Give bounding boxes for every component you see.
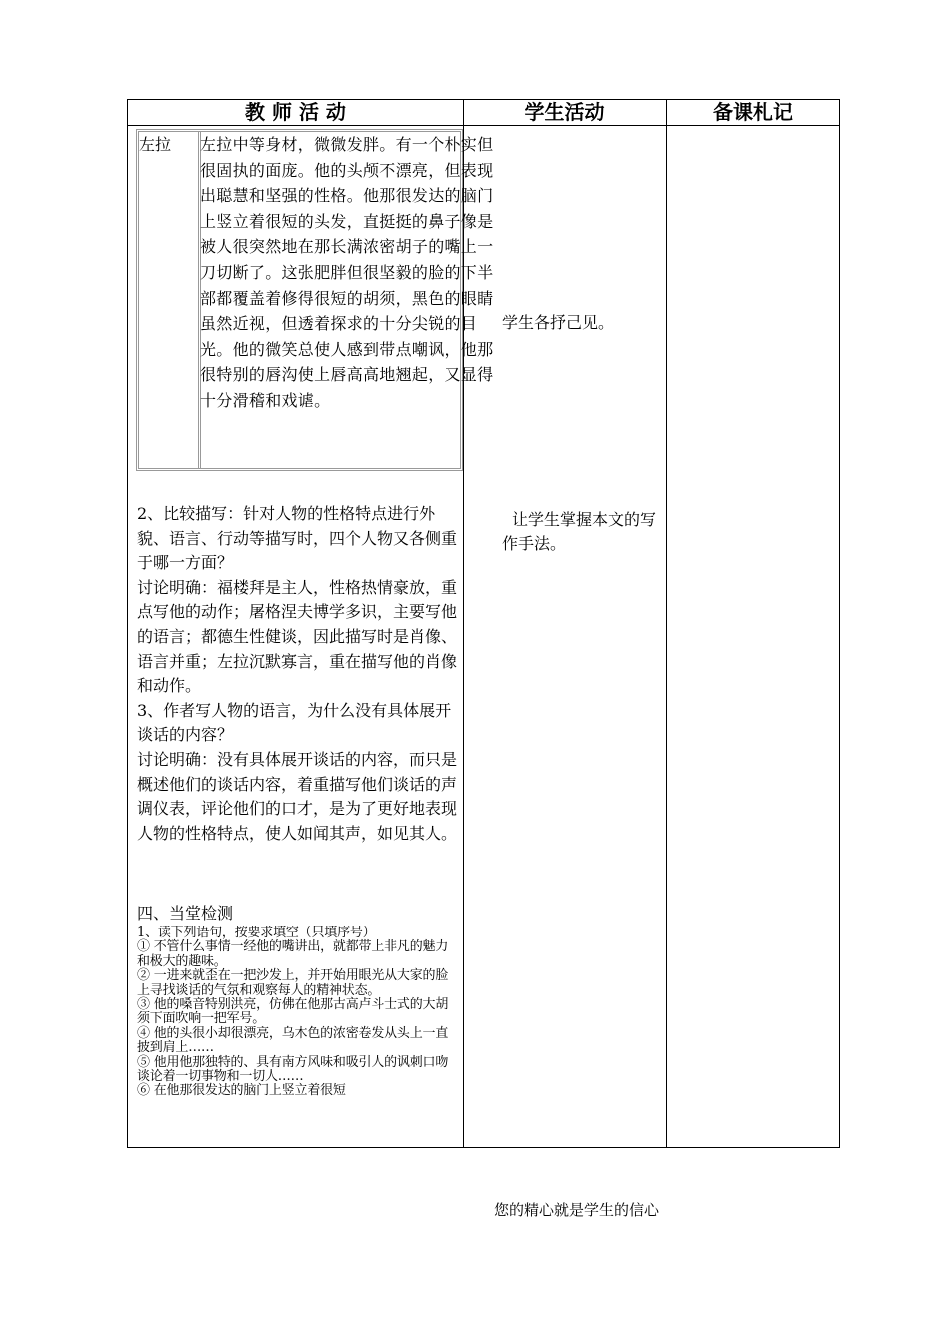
question-2: 2、比较描写：针对人物的性格特点进行外貌、语言、行动等描写时，四个人物又各侧重于哪一方面？: [137, 504, 458, 573]
exercise-item: ⑤ 他用他那独特的、具有南方风味和吸引人的讽刺口吻谈论着一切事物和一切人……: [137, 1054, 449, 1085]
section-4-title: 四、当堂检测: [137, 904, 234, 923]
question-3-answer: 讨论明确：没有具体展开谈话的内容，而只是概述他们的谈话内容，着重描写他们谈话的声调仪表，评论他们的口才，是为了更好地表现人物的性格特点，使人如闻其声，如见其人。: [137, 749, 458, 843]
header-student-activity: 学生活动: [524, 100, 605, 124]
footer-slogan: 您的精心就是学生的信心: [494, 1201, 660, 1219]
teacher-discussion: [137, 502, 457, 846]
exercise-intro: 1、读下列语句，按要求填空（只填序号）: [137, 926, 376, 940]
character-description: 左拉中等身材，微微发胖。有一个朴实但很固执的面庞。他的头颅不漂亮，但表现出聪慧和坚强的性格。他那很发达的脑门上竖立着很短的头发，直挺挺的鼻子像是被人很突然地在那长满浓密胡子的嘴上一刀切断了。这张肥胖但很坚毅的脸的下半部都覆盖着修得很短的胡须，黑色的眼睛虽然近视，但透着探求的十分尖锐的目光。他的微笑总使人感到带点嘲讽，他那很特别的唇沟使上唇高高地翘起，又显得十分滑稽和戏谑。: [200, 135, 494, 410]
student-activity-2: 让学生掌握本文的写作手法。: [502, 510, 657, 553]
exercise-item: ④ 他的头很小却很漂亮，乌木色的浓密卷发从头上一直披到肩上……: [137, 1025, 449, 1056]
exercise-item: ① 不管什么事情一经他的嘴讲出，就都带上非凡的魅力和极大的趣味。: [137, 939, 449, 969]
exercise-item: ⑥ 在他那很发达的脑门上竖立着很短: [137, 1083, 346, 1099]
student-activity-1: 学生各抒己见。: [502, 313, 615, 332]
header-lesson-notes: 备课札记: [713, 100, 793, 124]
question-2-answer: 讨论明确：福楼拜是主人，性格热情豪放，重点写他的动作；屠格涅夫博学多识，主要写他的语言；都德生性健谈，因此描写时是肖像、语言并重；左拉沉默寡言，重在描写他的肖像和动作。: [137, 577, 458, 696]
exercise-item: ③ 他的嗓音特别洪亮，仿佛在他那古高卢斗士式的大胡须下面吹响一把军号。: [137, 997, 449, 1027]
column-divider-student-notes: [666, 100, 667, 1147]
header-divider: [128, 125, 839, 126]
character-name: 左拉: [139, 135, 172, 154]
exercise-item: ② 一进来就歪在一把沙发上，并开始用眼光从大家的脸上寻找谈话的气氛和观察每人的精神状态。: [137, 968, 449, 998]
lesson-plan-table: [127, 99, 840, 1148]
exercise-block: [137, 926, 457, 1146]
question-3: 3、作者写人物的语言，为什么没有具体展开谈话的内容？: [137, 700, 452, 745]
header-teacher-activity: 教 师 活 动: [245, 100, 346, 124]
